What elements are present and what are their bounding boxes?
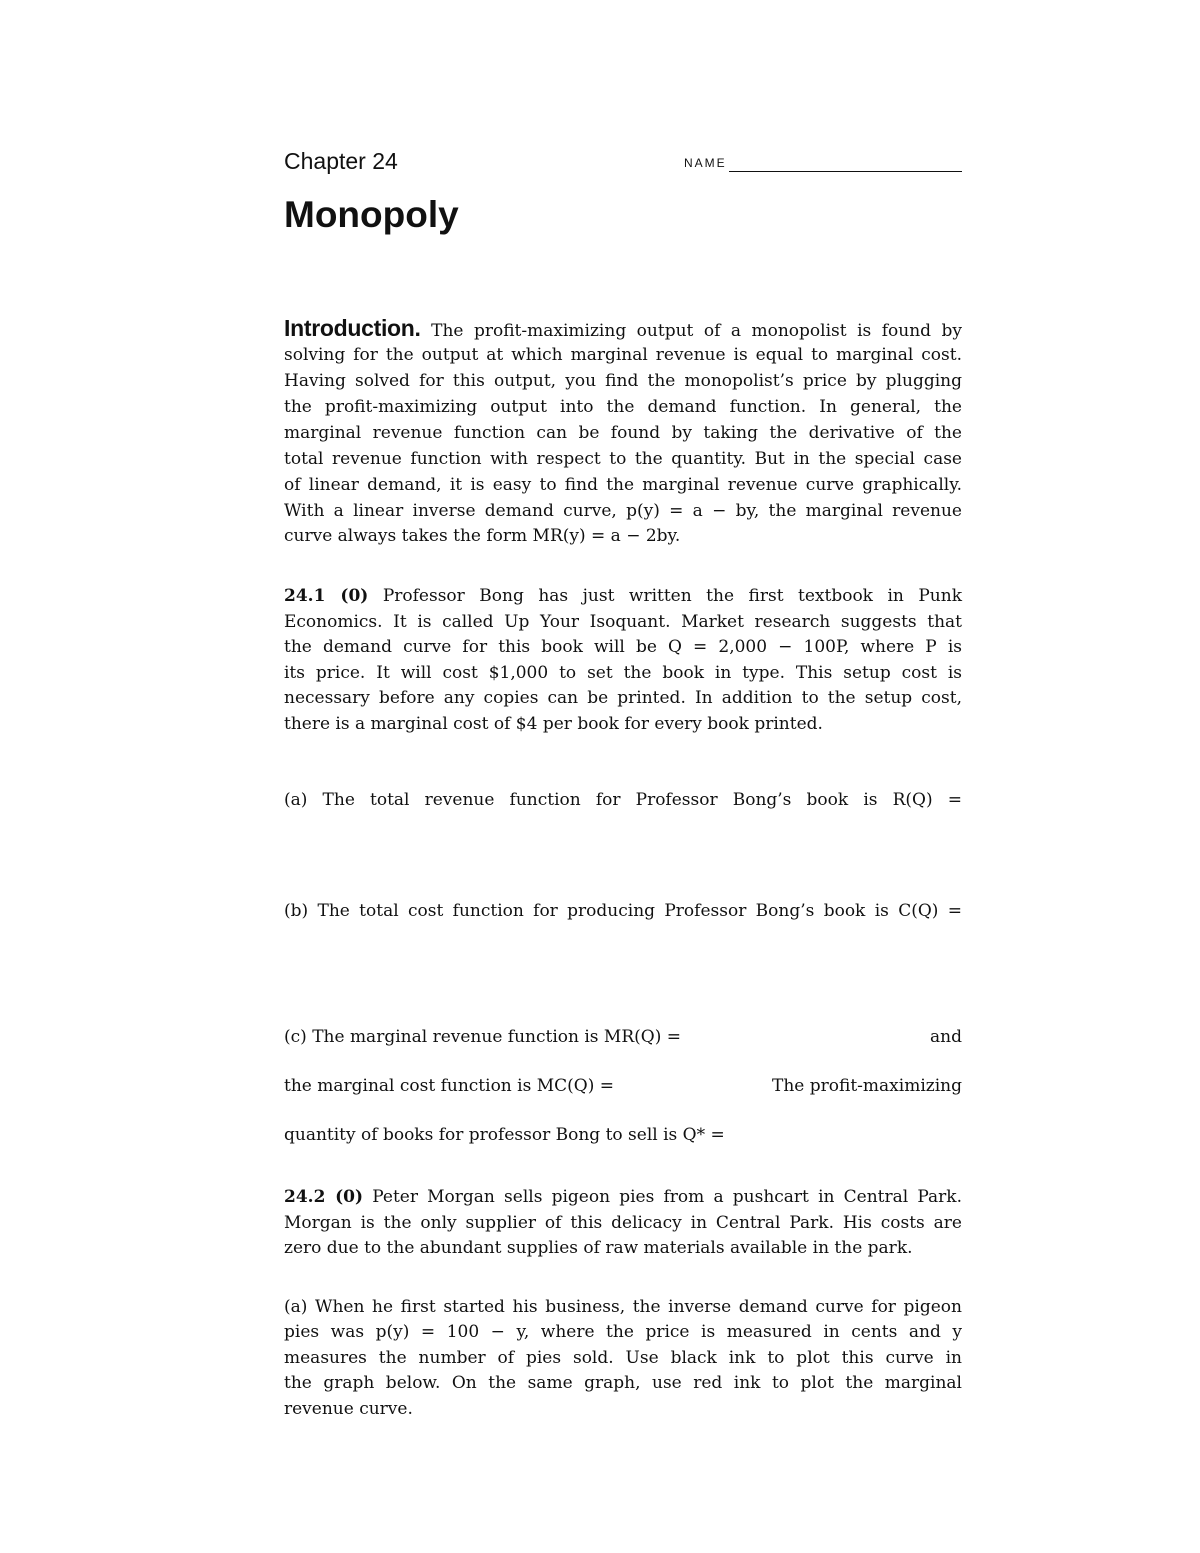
problem-24-1-line-5: necessary before any copies can be printed. In addition to the setup cost, [284, 688, 962, 708]
problem-24-1-part-a: (a) The total revenue function for Professor Bong’s book is R(Q) = [284, 790, 962, 810]
problem-24-1-line-1 [284, 583, 962, 609]
chapter-label: Chapter 24 [284, 148, 398, 174]
name-underline [729, 171, 962, 172]
intro-line-5: marginal revenue function can be found by taking the derivative of the [284, 423, 962, 443]
intro-text-1: The profit-maximizing output of a monopolist is found by [431, 321, 962, 341]
problem-24-2-text-1: Peter Morgan sells pigeon pies from a pushcart in Central Park. [372, 1187, 962, 1207]
problem-24-2-number: 24.2 (0) [284, 1187, 364, 1207]
problem-24-1-text-1: Professor Bong has just written the first textbook in Punk [382, 586, 962, 606]
page-title: Monopoly [284, 194, 459, 235]
problem-24-1-line-2: Economics. It is called Up Your Isoquant. Market research suggests that [284, 612, 962, 632]
problem-24-1-number: 24.1 (0) [284, 586, 369, 606]
problem-24-2-part-a-line-4: the graph below. On the same graph, use red ink to plot the marginal [284, 1373, 962, 1393]
intro-line-1 [284, 315, 962, 344]
problem-24-1-line-4: its price. It will cost $1,000 to set the book in type. This setup cost is [284, 663, 962, 683]
intro-line-8: With a linear inverse demand curve, p(y) = a − by, the marginal revenue [284, 501, 962, 521]
problem-24-1-part-b: (b) The total cost function for producing Professor Bong’s book is C(Q) = [284, 901, 962, 921]
problem-24-2-part-a-line-2: pies was p(y) = 100 − y, where the price is measured in cents and y [284, 1322, 962, 1342]
problem-24-2-part-a-line-3: measures the number of pies sold. Use black ink to plot this curve in [284, 1348, 962, 1368]
intro-line-2: solving for the output at which marginal revenue is equal to marginal cost. [284, 345, 962, 365]
problem-24-1-part-c-line-3: quantity of books for professor Bong to sell is Q* = [284, 1125, 725, 1145]
intro-line-4: the profit-maximizing output into the demand function. In general, the [284, 397, 962, 417]
name-label: NAME [684, 156, 727, 170]
name-field[interactable] [684, 156, 962, 176]
problem-24-1-line-6: there is a marginal cost of $4 per book for every book printed. [284, 714, 823, 734]
part-c-mc-prompt: the marginal cost function is MC(Q) = [284, 1076, 614, 1096]
part-c-and: and [930, 1027, 962, 1047]
problem-24-1-part-c-line-2 [284, 1073, 962, 1099]
problem-24-2-part-a-line-1: (a) When he first started his business, the inverse demand curve for pigeon [284, 1297, 962, 1317]
problem-24-2-line-1 [284, 1184, 962, 1210]
problem-24-2-part-a-line-5: revenue curve. [284, 1399, 413, 1419]
intro-heading: Introduction. [284, 315, 421, 341]
problem-24-1-line-3: the demand curve for this book will be Q = 2,000 − 100P, where P is [284, 637, 962, 657]
problem-24-1-part-c-line-1 [284, 1024, 962, 1050]
problem-24-2-line-3: zero due to the abundant supplies of raw materials available in the park. [284, 1238, 913, 1258]
part-c-mr-prompt: (c) The marginal revenue function is MR(Q) = [284, 1027, 681, 1047]
intro-line-7: of linear demand, it is easy to find the marginal revenue curve graphically. [284, 475, 962, 495]
intro-line-9: curve always takes the form MR(y) = a − 2by. [284, 526, 681, 546]
intro-line-6: total revenue function with respect to the quantity. But in the special case [284, 449, 962, 469]
problem-24-2-line-2: Morgan is the only supplier of this delicacy in Central Park. His costs are [284, 1213, 962, 1233]
part-c-profit-max-text: The profit-maximizing [772, 1076, 962, 1096]
intro-line-3: Having solved for this output, you find the monopolist’s price by plugging [284, 371, 962, 391]
